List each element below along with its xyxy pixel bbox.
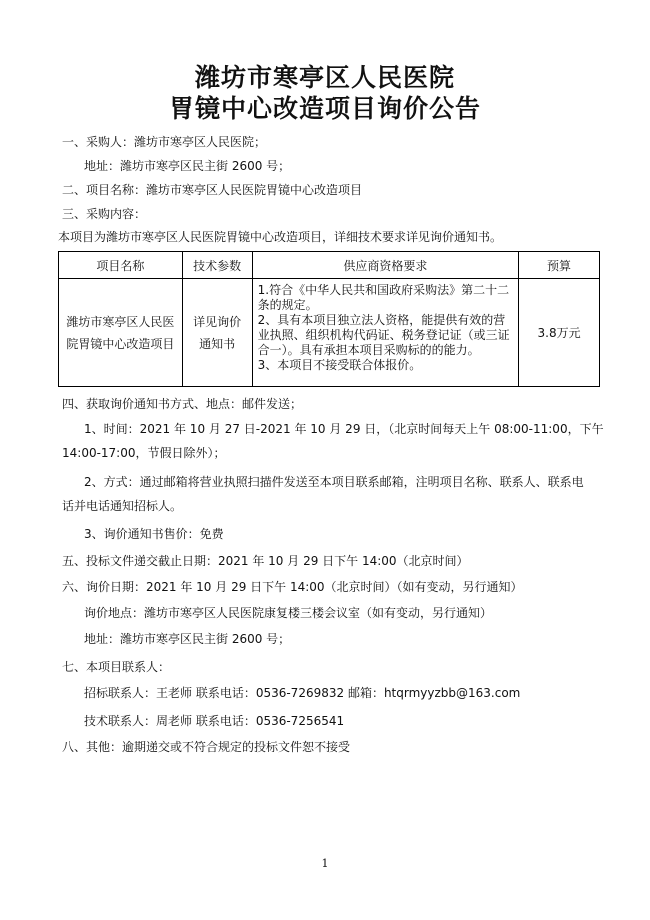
project-name-line-2: 院胃镜中心改造项目: [66, 336, 175, 351]
cell-budget: 3.8万元: [519, 279, 600, 387]
cell-supplier-requirements: [252, 279, 519, 387]
project-name-line-1: 潍坊市寒亭区人民医: [66, 314, 175, 329]
section7-heading: 七、本项目联系人：: [62, 660, 171, 674]
table-row: [59, 279, 600, 387]
section7-contact-2: 技术联系人：周老师 联系电话：0536-7256541: [84, 714, 345, 728]
requirement-2: 2、具有本项目独立法人资格，能提供有效的营业执照、组织机构代码证、税务登记证（或三证合一）。具有承担本项目采购标的的能力。: [257, 313, 510, 357]
section4-method-line-1: 2、方式：通过邮箱将营业执照扫描件发送至本项目联系邮箱，注明项目名称、联系人、联系电: [84, 475, 584, 489]
section6-address: 地址：潍坊市寒亭区民主街 2600 号；: [84, 632, 291, 646]
title-line-1: 潍坊市寒亭区人民医院: [194, 63, 455, 92]
title-line-2: 胃镜中心改造项目询价公告: [168, 94, 481, 123]
section8-other: 八、其他：逾期递交或不符合规定的投标文件恕不接受: [62, 740, 351, 754]
section6-location: 询价地点：潍坊市寒亭区人民医院康复楼三楼会议室（如有变动，另行通知）: [84, 606, 493, 620]
page-number: 1: [321, 857, 329, 870]
content-description: 本项目为潍坊市寒亭区人民医院胃镜中心改造项目，详细技术要求详见询价通知书。: [58, 230, 503, 244]
section4-price: 3、询价通知书售价：免费: [84, 527, 224, 541]
section4-method-line-2: 话并电话通知招标人。: [62, 499, 183, 513]
purchaser-line: 一、采购人：潍坊市寒亭区人民医院；: [62, 135, 267, 149]
header-budget: 预算: [519, 252, 600, 279]
section4-time-line-2: 14:00-17:00，节假日除外）；: [62, 446, 226, 460]
header-supplier-requirements: 供应商资格要求: [252, 252, 519, 279]
section4-time-line-1: 1、时间：2021 年 10 月 27 日-2021 年 10 月 29 日，（北京时间每天上午 08:00-11:00，下午: [84, 422, 604, 436]
cell-tech-params: [182, 279, 252, 387]
cell-project-name: [59, 279, 183, 387]
header-tech-params: 技术参数: [182, 252, 252, 279]
section4-heading: 四、获取询价通知书方式、地点：邮件发送；: [62, 397, 303, 411]
purchaser-address-line: 地址：潍坊市寒亭区民主街 2600 号；: [84, 159, 291, 173]
content-heading: 三、采购内容：: [62, 207, 147, 221]
header-project-name: 项目名称: [59, 252, 183, 279]
section6-date: 六、询价日期：2021 年 10 月 29 日下午 14:00（北京时间）（如有变动，另行通知）: [62, 580, 523, 594]
section7-contact-1: 招标联系人：王老师 联系电话：0536-7269832 邮箱：htqrmyyzbb@163.com: [84, 686, 521, 700]
table-header-row: [59, 252, 600, 279]
requirement-1: 1.符合《中华人民共和国政府采购法》第二十二条的规定。: [257, 283, 510, 312]
spec-table: [58, 251, 600, 387]
section5-deadline: 五、投标文件递交截止日期：2021 年 10 月 29 日下午 14:00（北京时间）: [62, 554, 469, 568]
tech-params-line-2: 通知书: [199, 336, 236, 351]
project-name-line: 二、项目名称：潍坊市寒亭区人民医院胃镜中心改造项目: [62, 183, 363, 197]
tech-params-line-1: 详见询价: [193, 314, 242, 329]
requirement-3: 3、本项目不接受联合体报价。: [257, 358, 422, 372]
